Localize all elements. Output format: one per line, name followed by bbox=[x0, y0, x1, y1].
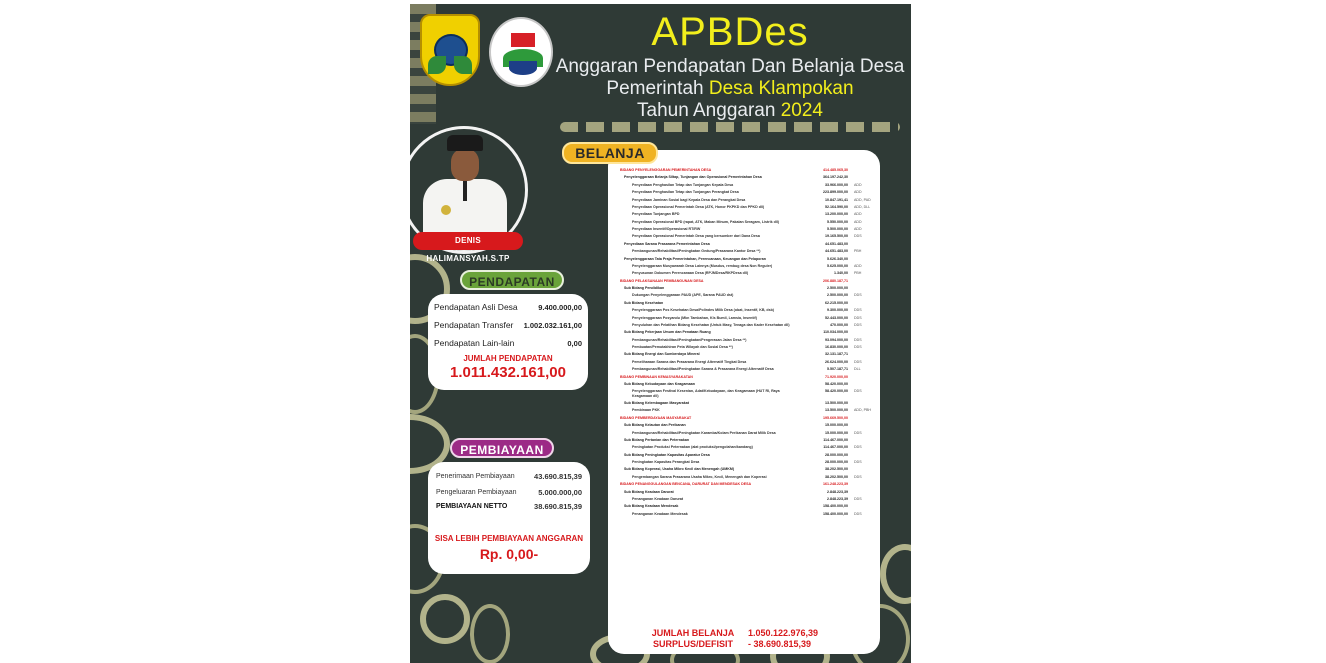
belanja-description: Peningkatan Kapasitas Perangkat Desa bbox=[632, 460, 700, 465]
belanja-amount: 15.000.000,00 bbox=[825, 430, 848, 435]
belanja-amount: 364.197.242,30 bbox=[823, 175, 848, 180]
row-value: 38.690.815,39 bbox=[534, 502, 582, 511]
belanja-amount: 158.400.000,00 bbox=[823, 504, 848, 509]
subtitle-line-2 bbox=[550, 78, 910, 100]
belanja-description: Penyediaan Penghasilan Tetap dan Tunjangan Perangkat Desa bbox=[632, 190, 739, 195]
belanja-item-row bbox=[620, 227, 878, 231]
belanja-item-row bbox=[620, 460, 878, 464]
belanja-description: Sub Bidang Pekerjaan Umum dan Penataan Ruang bbox=[624, 330, 711, 335]
belanja-amount: 2.500.000,00 bbox=[827, 286, 848, 290]
belanja-description: Penyelenggaraan Tata Praja Pemerintahan, Perencanaan, Keuangan dan Pelaporan bbox=[624, 256, 766, 261]
belanja-source: DDS bbox=[854, 234, 862, 239]
belanja-amount: 195.669.500,00 bbox=[823, 415, 848, 420]
belanja-label: BELANJA bbox=[562, 142, 658, 164]
apbdes-poster bbox=[410, 4, 911, 663]
belanja-item-row bbox=[620, 475, 878, 479]
belanja-amount: 5.500.000,00 bbox=[827, 227, 848, 231]
belanja-amount: 223.899.000,00 bbox=[823, 190, 848, 195]
belanja-item-row bbox=[620, 316, 878, 320]
surplus-label: SURPLUS/DEFISIT bbox=[652, 639, 733, 649]
belanja-description: Penyediaan Operasional Pemerintah Desa (ATK, Honor PKPKD dan PPKD dll) bbox=[632, 204, 765, 209]
belanja-item-row bbox=[620, 431, 878, 435]
belanja-amount: 2.848.223,39 bbox=[827, 496, 848, 501]
belanja-source: DDS bbox=[854, 293, 862, 298]
belanja-bidang-row bbox=[620, 482, 878, 486]
belanja-source: ADD, PAD bbox=[854, 197, 871, 202]
belanja-amount: 9.300.000,00 bbox=[827, 308, 848, 313]
belanja-subbidang-row bbox=[620, 301, 878, 305]
belanja-description: Pembangunan/Rehabilitasi/Peningkatan/Pengerasan Jalan Desa **) bbox=[632, 337, 747, 342]
belanja-description: BIDANG PELAKSANAAN PEMBANGUNAN DESA bbox=[620, 278, 704, 283]
belanja-amount: 52.164.590,00 bbox=[825, 204, 848, 209]
pendapatan-label: PENDAPATAN bbox=[460, 270, 564, 290]
belanja-description: Sub Bidang Keadaan Mendesak bbox=[624, 504, 679, 509]
belanja-amount: 414.485.065,30 bbox=[823, 168, 848, 172]
belanja-source: DDS bbox=[854, 511, 862, 516]
row-label: Penerimaan Pembiayaan bbox=[436, 473, 515, 480]
belanja-source: ADD, PBH bbox=[854, 408, 871, 413]
belanja-subbidang-row bbox=[620, 382, 878, 386]
belanja-amount: 5.507.187,71 bbox=[827, 367, 848, 372]
belanja-description: Penyuluhan dan Pelatihan Bidang Kesehatan (Untuk Masy, Tenaga dan Kader Kesehatan dll) bbox=[632, 322, 790, 327]
pembiayaan-row bbox=[436, 488, 582, 497]
belanja-amount: 15.000.000,00 bbox=[825, 423, 848, 428]
belanja-description: BIDANG PENANGGULANGAN BENCANA, DARURAT DAN MENDESAK DESA bbox=[620, 482, 752, 487]
belanja-source: DDS bbox=[854, 322, 862, 327]
belanja-amount: 58.420.000,00 bbox=[825, 389, 848, 394]
total-value: 1.050.122.976,39 bbox=[748, 628, 819, 638]
belanja-source: ADD bbox=[854, 190, 862, 195]
belanja-description: Sub Bidang Kelautan dan Perikanan bbox=[624, 423, 686, 428]
belanja-amount: 158.400.000,00 bbox=[823, 511, 848, 516]
subtitle-prefix: Pemerintah bbox=[606, 78, 704, 99]
belanja-description: BIDANG PENYELENGGARAN PEMERINTAHAN DESA bbox=[620, 168, 712, 172]
belanja-amount: 1.340,00 bbox=[834, 271, 848, 276]
belanja-source: PBH bbox=[854, 249, 862, 254]
belanja-source: ADD, DLL bbox=[854, 204, 871, 209]
belanja-description: Sub Bidang Kebudayaan dan Keagamaan bbox=[624, 381, 695, 386]
belanja-item-row bbox=[620, 212, 878, 216]
belanja-item-row bbox=[620, 175, 878, 179]
belanja-amount: 58.420.000,00 bbox=[825, 381, 848, 386]
belanja-description: Sub Bidang Kesehatan bbox=[624, 300, 664, 305]
belanja-description: Pengembangan Sarana Prasarana Usaha Mikro, Kecil, Menengah dan Koperasi bbox=[632, 474, 767, 479]
belanja-description: Sub Bidang Energi dan Sumberdaya Mineral bbox=[624, 352, 700, 357]
belanja-description: Penyediaan Penghasilan Tetap dan Tunjangan Kepala Desa bbox=[632, 182, 734, 187]
belanja-description: Penyusunan Dokumen Perencanaan Desa (RPJMDesa/RKPDesa dll) bbox=[632, 271, 749, 276]
belanja-amount: 26.624.000,00 bbox=[825, 359, 848, 364]
belanja-description: Dukungan Penyelenggaraan PAUD (APE, Sarana PAUD dst) bbox=[632, 293, 734, 298]
pembiayaan-card bbox=[428, 462, 590, 574]
belanja-amount: 470.000,00 bbox=[830, 322, 848, 327]
belanja-description: Penyelenggaraan Posyandu (Mkn Tambahan, Kls Bumil, Lamsia, Insentif) bbox=[632, 315, 757, 320]
belanja-description: BIDANG PEMBINAAN KEMASYARAKATAN bbox=[620, 374, 693, 379]
belanja-description: Penyediaan Tunjangan BPD bbox=[632, 212, 680, 217]
belanja-description: Sub Bidang Pertanian dan Peternakan bbox=[624, 437, 690, 442]
belanja-source: ADD bbox=[854, 263, 862, 268]
belanja-source: DDS bbox=[854, 315, 862, 320]
belanja-description: Pembuatan/Pemutakhiran Peta Wilayah dan Sosial Desa **) bbox=[632, 345, 733, 349]
pendapatan-row bbox=[434, 302, 582, 312]
pendapatan-row bbox=[434, 338, 582, 348]
pembiayaan-row bbox=[436, 502, 582, 511]
pendapatan-card bbox=[428, 294, 588, 390]
belanja-table bbox=[620, 168, 878, 519]
belanja-description: Penyelenggaraan Musyawarah Desa Lainnya (Musdus, rembug desa Non Reguler) bbox=[632, 263, 773, 268]
belanja-item-row bbox=[620, 345, 878, 349]
belanja-amount: 52.443.000,00 bbox=[825, 315, 848, 320]
silpa-value: Rp. 0,00- bbox=[479, 546, 539, 562]
belanja-description: Peningkatan Produksi Peternakan (alat produksi/pengolahan/kandang) bbox=[632, 445, 753, 450]
budget-year: 2024 bbox=[780, 100, 823, 121]
belanja-description: Pembangunan/Rehabilitasi/Peningkatan Gedung/Prasarana Kantor Desa **) bbox=[632, 249, 761, 254]
row-value: 9.400.000,00 bbox=[538, 302, 582, 312]
total-label: JUMLAH BELANJA bbox=[651, 628, 735, 638]
belanja-source: DDS bbox=[854, 474, 862, 479]
silpa-label: SISA LEBIH PEMBIAYAAN ANGGARAN bbox=[434, 534, 584, 543]
belanja-amount: 5.625.000,00 bbox=[827, 263, 848, 268]
belanja-item-row bbox=[620, 205, 878, 209]
belanja-amount: 93.094.000,00 bbox=[825, 337, 848, 342]
pendapatan-total-value: 1.011.432.161,00 bbox=[450, 364, 566, 381]
belanja-source: DDS bbox=[854, 389, 862, 394]
belanja-description: Penyelenggaraan Festival Kesenian, Adat/Kebudayaan, dan Keagamaan (HUT RI, Raya Keagamaan dll) bbox=[632, 389, 780, 398]
header-ornament bbox=[560, 122, 900, 132]
belanja-source: DDS bbox=[854, 345, 862, 349]
belanja-amount: 5.626.340,00 bbox=[827, 256, 848, 261]
subtitle-line-1: Anggaran Pendapatan Dan Belanja Desa bbox=[555, 56, 905, 77]
pendapatan-row bbox=[434, 320, 582, 330]
belanja-amount: 62.215.000,00 bbox=[825, 300, 848, 305]
belanja-item-row bbox=[620, 367, 878, 371]
belanja-subbidang-row bbox=[620, 453, 878, 457]
belanja-subbidang-row bbox=[620, 423, 878, 427]
belanja-source: ADD bbox=[854, 219, 862, 224]
belanja-source: DDS bbox=[854, 460, 862, 465]
belanja-item-row bbox=[620, 271, 878, 275]
belanja-amount: 13.500.000,00 bbox=[825, 401, 848, 406]
row-label: Pendapatan Asli Desa bbox=[434, 302, 518, 312]
belanja-subbidang-row bbox=[620, 504, 878, 508]
belanja-subbidang-row bbox=[620, 467, 878, 471]
belanja-amount: 161.248.223,39 bbox=[823, 482, 848, 487]
belanja-description: Penanganan Keadaan Mendesak bbox=[632, 511, 688, 516]
belanja-description: Pembinaan PKK bbox=[632, 408, 660, 413]
village-name: Desa Klampokan bbox=[708, 78, 854, 99]
belanja-amount: 44.651.483,00 bbox=[825, 241, 848, 246]
ornament-swirl bbox=[420, 594, 470, 644]
surplus-row bbox=[638, 639, 858, 649]
belanja-item-row bbox=[620, 338, 878, 342]
belanja-amount: 28.000.000,00 bbox=[825, 460, 848, 465]
regency-emblem-logo bbox=[420, 14, 480, 86]
belanja-amount: 5.550.000,00 bbox=[827, 219, 848, 224]
belanja-source: ADD bbox=[854, 182, 862, 187]
belanja-card bbox=[608, 150, 880, 654]
subtitle-prefix: Tahun Anggaran bbox=[637, 100, 776, 121]
belanja-amount: 2.500.000,00 bbox=[827, 293, 848, 298]
belanja-bidang-row bbox=[620, 279, 878, 283]
belanja-description: Penanganan Keadaan Darurat bbox=[632, 496, 684, 501]
belanja-bidang-row bbox=[620, 416, 878, 420]
belanja-bidang-row bbox=[620, 375, 878, 379]
belanja-item-row bbox=[620, 198, 878, 202]
belanja-amount: 38.202.500,00 bbox=[825, 467, 848, 472]
belanja-source: DLL bbox=[854, 367, 861, 372]
belanja-description: Sub Bidang Peningkatan Kapasitas Aparatur Desa bbox=[624, 452, 710, 457]
poster-title: APBDes bbox=[651, 10, 809, 54]
subtitle-line-3 bbox=[550, 100, 910, 122]
belanja-amount: 32.131.187,71 bbox=[825, 352, 848, 357]
belanja-amount: 10.847.191,41 bbox=[825, 197, 848, 202]
belanja-item-row bbox=[620, 323, 878, 327]
row-value: 43.690.815,39 bbox=[534, 472, 582, 481]
row-label: Pendapatan Transfer bbox=[434, 320, 514, 330]
belanja-amount: 13.200.000,00 bbox=[825, 212, 848, 217]
belanja-amount: 110.034.000,00 bbox=[823, 330, 848, 335]
belanja-amount: 33.966.000,00 bbox=[825, 182, 848, 187]
belanja-description: Penyelenggaraan Pos Kesehatan Desa/Polindes Milik Desa (obat, Insentif, KB, dsb) bbox=[632, 308, 774, 313]
row-value: 5.000.000,00 bbox=[538, 488, 582, 497]
belanja-description: Sub Bidang Pendidikan bbox=[624, 286, 665, 290]
belanja-amount: 114.467.000,00 bbox=[823, 437, 848, 442]
row-label: PEMBIAYAAN NETTO bbox=[436, 503, 508, 510]
belanja-bidang-row bbox=[620, 168, 878, 172]
belanja-source: DDS bbox=[854, 337, 862, 342]
belanja-description: Pemeliharaan Sarana dan Prasarana Energi Alternatif Tingkat Desa bbox=[632, 359, 747, 364]
ornament-swirl bbox=[470, 604, 510, 663]
belanja-totals bbox=[638, 628, 858, 650]
belanja-item-row bbox=[620, 220, 878, 224]
belanja-description: Pembangunan/Rehabilitasi/Peningkatan Sarana & Prasarana Energi Alternatif Desa bbox=[632, 367, 774, 372]
belanja-item-row bbox=[620, 234, 878, 238]
belanja-source: DDS bbox=[854, 308, 862, 313]
belanja-source: ADD bbox=[854, 227, 862, 231]
row-value: 0,00 bbox=[567, 338, 582, 348]
belanja-source: DDS bbox=[854, 359, 862, 364]
official-name-badge: DENIS HALIMANSYAH.S.TP bbox=[413, 232, 523, 250]
surplus-value: - 38.690.815,39 bbox=[748, 639, 812, 649]
belanja-description: Sub Bidang Kelembagaan Masyarakat bbox=[624, 401, 689, 406]
belanja-amount: 114.467.000,00 bbox=[823, 445, 848, 450]
belanja-item-row bbox=[620, 497, 878, 501]
belanja-item-row bbox=[620, 293, 878, 297]
row-value: 1.002.032.161,00 bbox=[523, 320, 582, 330]
belanja-amount: 2.848.223,39 bbox=[827, 489, 848, 494]
belanja-item-row bbox=[620, 190, 878, 194]
belanja-description: Pembangunan/Rehabilitasi/Peningkatan Karamba/Kolam Perikanan Darat Milik Desa bbox=[632, 430, 776, 435]
belanja-amount: 28.000.000,00 bbox=[825, 452, 848, 457]
belanja-subbidang-row bbox=[620, 438, 878, 442]
belanja-description: Penyediaan Insentif/Operasional RT/RW bbox=[632, 227, 701, 231]
belanja-subbidang-row bbox=[620, 401, 878, 405]
belanja-amount: 44.651.483,00 bbox=[825, 249, 848, 254]
belanja-total-row bbox=[638, 628, 858, 638]
belanja-item-row bbox=[620, 360, 878, 364]
belanja-source: PBH bbox=[854, 271, 862, 276]
belanja-item-row bbox=[620, 249, 878, 253]
belanja-amount: 38.202.500,00 bbox=[825, 474, 848, 479]
belanja-item-row bbox=[620, 445, 878, 449]
pendapatan-total-label: JUMLAH PENDAPATAN bbox=[463, 354, 553, 363]
belanja-description: Sub Bidang Keadaan Darurat bbox=[624, 489, 674, 494]
belanja-amount: 206.880.187,71 bbox=[823, 278, 848, 283]
ministry-emblem-logo bbox=[489, 17, 553, 87]
belanja-description: BIDANG PEMBERDAYAAN MASYARAKAT bbox=[620, 415, 692, 420]
belanja-amount: 19.165.500,00 bbox=[825, 234, 848, 239]
belanja-source: DDS bbox=[854, 445, 862, 450]
pembiayaan-label: PEMBIAYAAN bbox=[450, 438, 554, 458]
belanja-subbidang-row bbox=[620, 352, 878, 356]
row-label: Pendapatan Lain-lain bbox=[434, 338, 515, 348]
belanja-subbidang-row bbox=[620, 490, 878, 494]
belanja-item-row bbox=[620, 264, 878, 268]
belanja-subbidang-row bbox=[620, 286, 878, 290]
pembiayaan-row bbox=[436, 472, 582, 481]
belanja-amount: 71.920.000,00 bbox=[825, 374, 848, 379]
ornament-swirl bbox=[880, 544, 911, 604]
belanja-subbidang-row bbox=[620, 330, 878, 334]
belanja-description: Penyelenggaraan Belanja Siltap, Tunjangan dan Operasional Pemerintahan Desa bbox=[624, 175, 762, 180]
belanja-description: Penyediaan Operasional BPD (rapat, ATK, Makan Minum, Pakaian Seragam, Listrik dll) bbox=[632, 219, 779, 224]
belanja-item-row bbox=[620, 242, 878, 246]
belanja-item-row bbox=[620, 257, 878, 261]
row-label: Pengeluaran Pembiayaan bbox=[436, 489, 517, 496]
belanja-item-row bbox=[620, 408, 878, 412]
belanja-item-row bbox=[620, 308, 878, 312]
belanja-item-row bbox=[620, 183, 878, 187]
belanja-description: Sub Bidang Koperasi, Usaha Mikro Kecil dan Menengah (UMKM) bbox=[624, 467, 735, 472]
belanja-source: DDS bbox=[854, 496, 862, 501]
belanja-amount: 16.830.000,00 bbox=[825, 345, 848, 349]
belanja-amount: 13.500.000,00 bbox=[825, 408, 848, 413]
belanja-item-row bbox=[620, 512, 878, 516]
belanja-source: ADD bbox=[854, 212, 862, 217]
belanja-item-row bbox=[620, 389, 878, 398]
belanja-description: Penyediaan Jaminan Sosial bagi Kepala Desa dan Perangkat Desa bbox=[632, 197, 746, 202]
belanja-description: Penyediaan Operasional Pemerintah Desa yang bersumber dari Dana Desa bbox=[632, 234, 760, 239]
belanja-description: Penyediaan Sarana Prasarana Pemerintahan Desa bbox=[624, 241, 710, 246]
belanja-source: DDS bbox=[854, 430, 862, 435]
